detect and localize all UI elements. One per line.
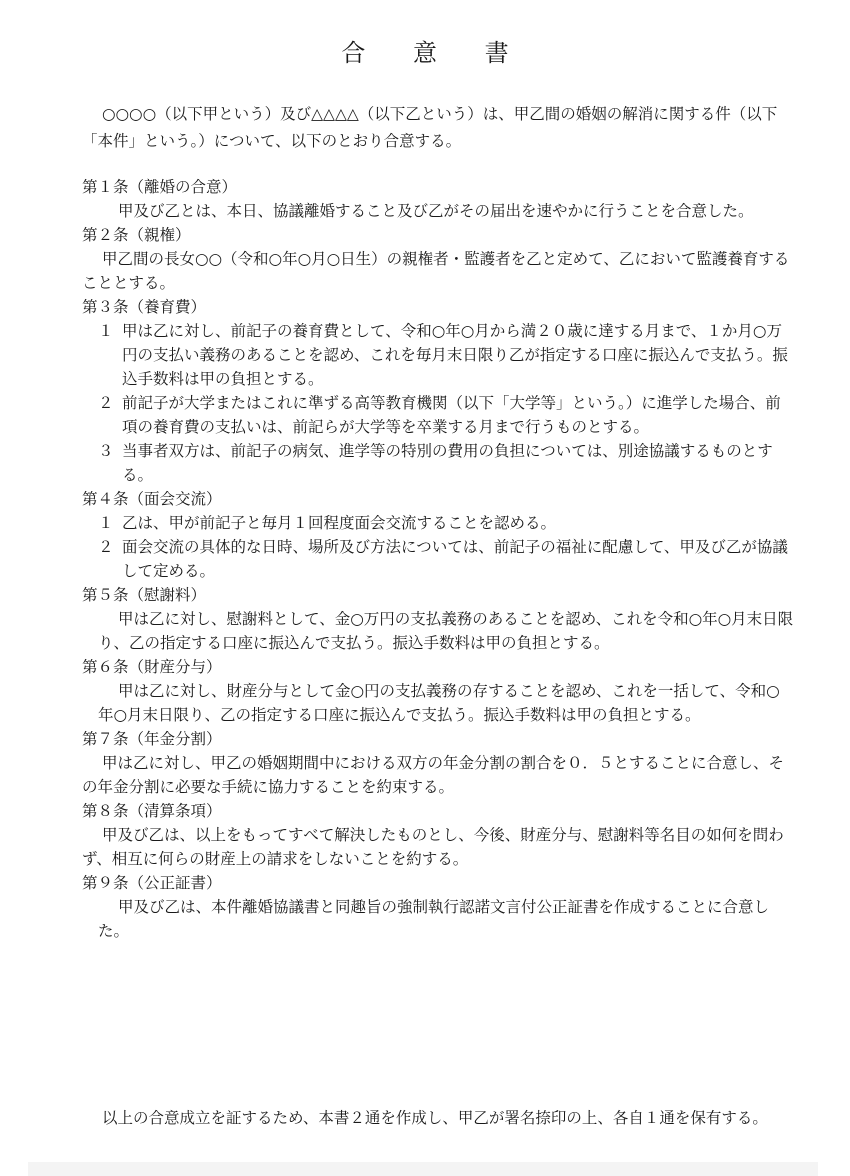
article-1	[82, 175, 794, 223]
item-text: 当事者双方は、前記子の病気、進学等の特別の費用の負担については、別途協議するものとする。	[122, 442, 773, 484]
article-body: 甲は乙に対し、財産分与として金○円の支払義務の存することを認め、これを一括して、令和○年○月末日限り、乙の指定する口座に振込んで支払う。振込手数料は甲の負担とする。	[98, 682, 780, 724]
item-text: 前記子が大学またはこれに準ずる高等教育機関（以下「大学等」という。）に進学した場合、前項の養育費の支払いは、前記らが大学等を卒業する月まで行うものとする。	[122, 394, 781, 436]
article-item	[98, 319, 794, 391]
article-6	[82, 655, 794, 727]
article-item	[98, 391, 794, 439]
articles-list	[82, 175, 794, 943]
article-heading: 第８条（清算条項）	[82, 802, 222, 820]
article-body: 甲及び乙とは、本日、協議離婚すること及び乙がその届出を速やかに行うことを合意した。	[118, 202, 754, 220]
article-body: 甲及び乙は、以上をもってすべて解決したものとし、今後、財産分与、慰謝料等名目の如何を問わず、相互に何らの財産上の請求をしないことを約する。	[82, 826, 784, 868]
article-item	[98, 439, 794, 487]
article-body: 甲は乙に対し、甲乙の婚姻期間中における双方の年金分割の割合を０．５とすることに合意し、その年金分割に必要な手続に協力することを約束する。	[82, 754, 785, 796]
article-8	[82, 799, 794, 871]
intro-paragraph: ○○○○（以下甲という）及び△△△△（以下乙という）は、甲乙間の婚姻の解消に関する件（以下「本件」という。）について、以下のとおり合意する。	[82, 105, 778, 150]
article-heading: 第６条（財産分与）	[82, 658, 222, 676]
item-number: ２	[98, 394, 114, 412]
item-text: 面会交流の具体的な日時、場所及び方法については、前記子の福祉に配慮して、甲及び乙が協議して定める。	[122, 538, 788, 580]
article-body: 甲及び乙は、本件離婚協議書と同趣旨の強制執行認諾文言付公正証書を作成することに合意した。	[98, 898, 770, 940]
article-9	[82, 871, 794, 943]
article-heading: 第７条（年金分割）	[82, 730, 222, 748]
article-heading: 第１条（離婚の合意）	[82, 178, 238, 196]
article-heading: 第４条（面会交流）	[82, 490, 222, 508]
article-heading: 第５条（慰謝料）	[82, 586, 207, 604]
article-2	[82, 223, 794, 295]
article-body: 甲は乙に対し、慰謝料として、金○万円の支払義務のあることを認め、これを令和○年○月末日限り、乙の指定する口座に振込んで支払う。振込手数料は甲の負担とする。	[98, 610, 794, 652]
article-7	[82, 727, 794, 799]
item-text: 乙は、甲が前記子と毎月１回程度面会交流することを認める。	[122, 514, 557, 532]
closing-paragraph: 以上の合意成立を証するため、本書２通を作成し、甲乙が署名捺印の上、各自１通を保有する。	[102, 1109, 768, 1127]
item-text: 甲は乙に対し、前記子の養育費として、令和○年○月から満２０歳に達する月まで、１か月○万円の支払い義務のあることを認め、これを毎月末日限り乙が指定する口座に振込んで支払う。振込手数料は甲の負担とする。	[122, 322, 788, 388]
article-body: 甲乙間の長女○○（令和○年○月○日生）の親権者・監護者を乙と定めて、乙において監護養育することとする。	[82, 250, 790, 292]
document-title: 合 意 書	[341, 39, 529, 67]
article-item	[98, 535, 794, 583]
article-3	[82, 295, 794, 487]
article-4	[82, 487, 794, 583]
article-heading: 第２条（親権）	[82, 226, 191, 244]
article-heading: 第９条（公正証書）	[82, 874, 222, 892]
article-5	[82, 583, 794, 655]
item-number: ２	[98, 538, 114, 556]
article-item	[98, 511, 794, 535]
item-number: １	[98, 514, 114, 532]
item-number: １	[98, 322, 114, 340]
article-heading: 第３条（養育費）	[82, 298, 207, 316]
page-bottom-shade	[28, 1162, 818, 1176]
item-number: ３	[98, 442, 114, 460]
